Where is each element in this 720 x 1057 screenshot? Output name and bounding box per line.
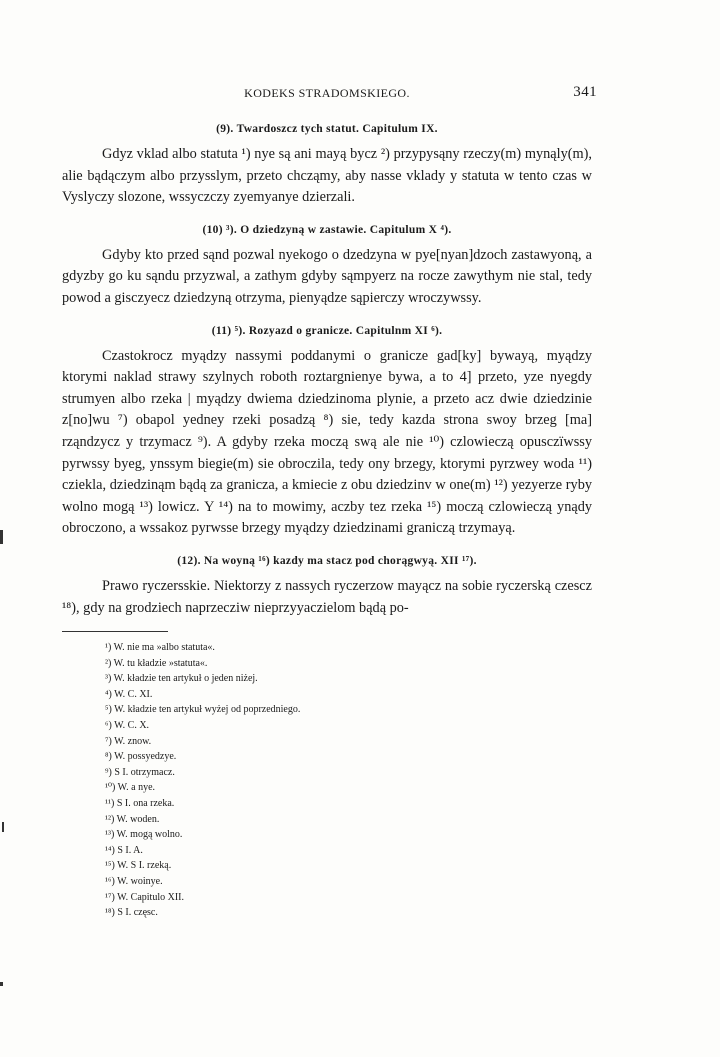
page-header bbox=[62, 84, 597, 108]
footnote: ³) W. kładzie ten artykuł o jeden niżej. bbox=[105, 673, 258, 685]
left-edge-mark bbox=[2, 822, 4, 832]
footnote: ¹⁴) S I. A. bbox=[105, 844, 143, 856]
footnote: ¹⁰) W. a nye. bbox=[105, 782, 156, 794]
footnote: ¹⁵) W. S I. rzeką. bbox=[105, 860, 172, 872]
book-page bbox=[62, 84, 597, 921]
left-edge-mark bbox=[0, 982, 3, 986]
section-paragraph: Gdyby kto przed sąnd pozwal nyekogo o dzedzyna w pye[nyan]dzoch zastawyoną, a gdyzby go ku sąndu przyzwal, a zathym gdyby sąmpyerz na rocze zawythym nie stal, tedy powod a gisczyecz dziedzyną otrzyma, pienyądze sąpierczy wroczywssy. bbox=[62, 246, 592, 306]
footnote: ⁴) W. C. XI. bbox=[105, 688, 153, 700]
section-paragraph: Gdyz vklad albo statuta ¹) nye są ani mayą bycz ²) przypysąny rzeczy(m) mynąly(m), alie bądączym albo przysslym, przeto chcząmy, aby nasse vklady y statuta w tento czas w Vyslyczy slozone, wssyczczy zyemyanye dzierzali. bbox=[62, 146, 592, 206]
footnote: ⁶) W. C. X. bbox=[105, 720, 150, 732]
footnote-divider bbox=[62, 631, 168, 632]
section-heading: (10) ³). O dziedzyną w zastawie. Capitulum X ⁴). bbox=[202, 223, 452, 236]
footnote: ⁷) W. znow. bbox=[105, 735, 152, 747]
section-heading: (12). Na woyną ¹⁶) kazdy ma stacz pod chorągwyą. XII ¹⁷). bbox=[177, 554, 477, 567]
footnote: ¹³) W. mogą wolno. bbox=[105, 829, 183, 841]
running-title: KODEKS STRADOMSKIEGO. bbox=[244, 86, 410, 100]
footnote: ²) W. tu kładzie »statuta«. bbox=[105, 657, 208, 669]
footnotes-list bbox=[62, 640, 592, 921]
page-number: 341 bbox=[573, 84, 597, 100]
footnote: ¹) W. nie ma »albo statuta«. bbox=[105, 642, 215, 654]
footnote: ¹⁸) S I. częsc. bbox=[105, 907, 158, 919]
footnote: ¹²) W. woden. bbox=[105, 813, 160, 825]
footnote: ⁵) W. kładzie ten artykuł wyżej od poprzedniego. bbox=[105, 704, 301, 716]
footnote: ⁸) W. possyedzye. bbox=[105, 751, 177, 763]
footnote: ¹⁷) W. Capitulo XII. bbox=[105, 891, 184, 903]
section-paragraph: Prawo ryczersskie. Niektorzy z nassych ryczerzow mayącz na sobie ryczerską czescz ¹⁸), gdy na grodziech naprzecziw nieprzyyaczielom bądą po- bbox=[62, 577, 592, 616]
footnote: ⁹) S I. otrzymacz. bbox=[105, 766, 175, 778]
section-heading: (9). Twardoszcz tych statut. Capitulum IX. bbox=[216, 123, 438, 135]
section-heading: (11) ⁵). Rozyazd o granicze. Capitulnm XI ⁶). bbox=[211, 324, 443, 337]
left-edge-mark bbox=[0, 530, 3, 544]
section-paragraph: Czastokrocz myądzy nassymi poddanymi o granicze gad[ky] bywayą, myądzy ktorymi naklad strawy szylnych roboth roztargnienye bywa, a to 4] przeto, yze nyegdy strumyen albo rzeka | myądzy dwiema dziedzinoma plynie, a przeto acz dwie dziedzinie z[no]wu ⁷) obapol yedney rzeki posadzą ⁸) sie, tedy kazda strona swoy brzeg [ma] rząndzycz y trzymacz ⁹). A gdyby rzeka moczą swą ale nie ¹⁰) czlowieczą opusczïwssy pyrwssy byeg, ynssym biegie(m) sie obroczila, tedy ony brzegy, ktorymi pyrzwey woda ¹¹) cziekla, dziedzinąm bądą za granicza, a kmiecie z obu dziedzinv w one(m) ¹²) yezyerze ryby wolno mogą ¹³) lowicz. Y ¹⁴) na to mowimy, aczby tez rzeka ¹⁵) moczą czlowieczą ynądy obroczono, a wssakoz pyrwsse brzegy myądzy dziedzinami graniczą trzymayą. bbox=[62, 347, 592, 537]
footnote: ¹⁶) W. woinye. bbox=[105, 876, 163, 887]
footnote: ¹¹) S I. ona rzeka. bbox=[105, 798, 175, 810]
